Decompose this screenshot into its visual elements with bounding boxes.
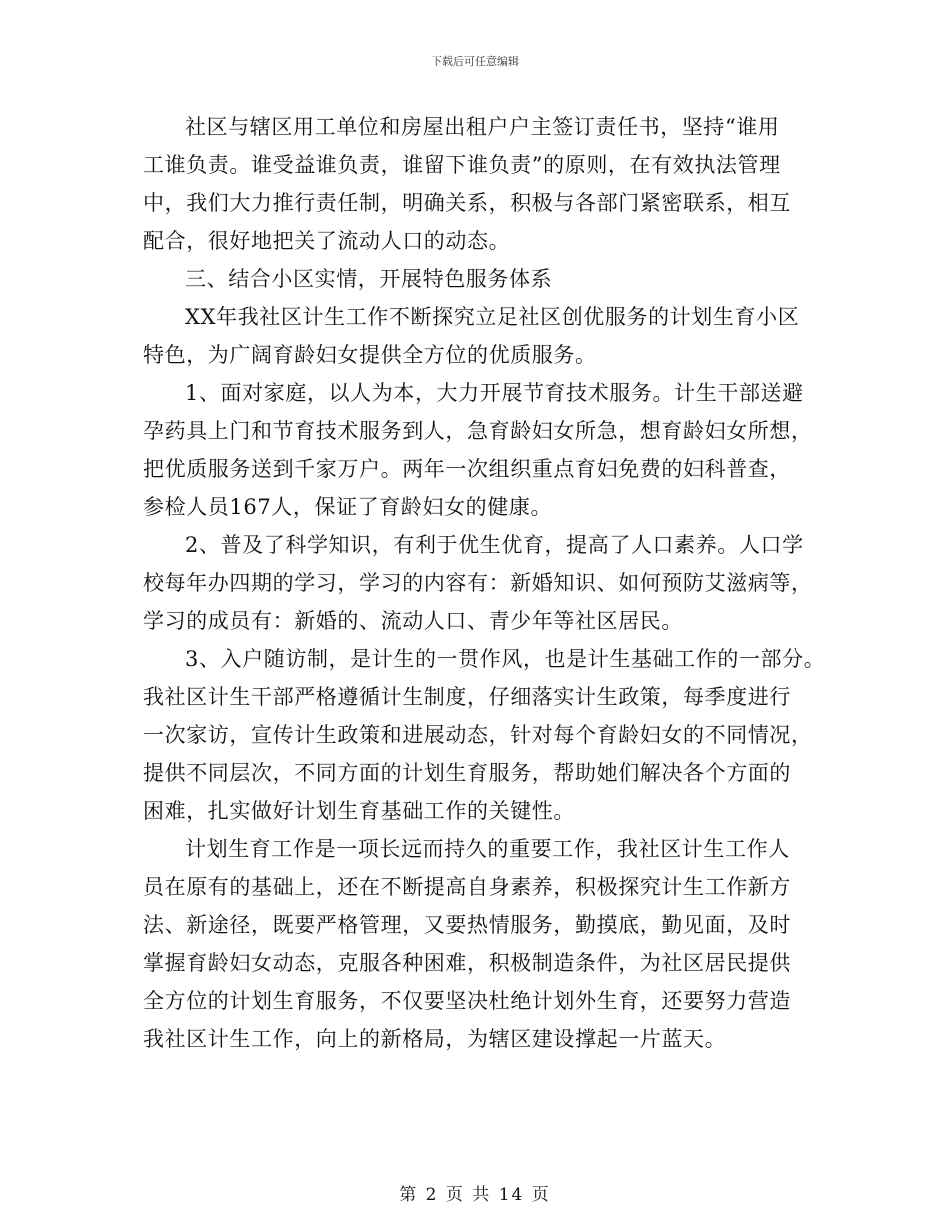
text-line: 困难，扎实做好计划生育基础工作的关键性。: [143, 799, 575, 823]
text-line: 把优质服务送到千家万户。两年一次组织重点育妇免费的妇科普查，: [143, 457, 791, 481]
text-line: 工谁负责。谁受益谁负责，谁留下谁负责”的原则，在有效执法管理: [143, 153, 781, 177]
text-line: 参检人员167人，保证了育龄妇女的健康。: [143, 495, 553, 519]
text-line: 掌握育龄妇女动态，克服各种困难，积极制造条件，为社区居民提供: [143, 951, 791, 975]
section-heading: 三、结合小区实情，开展特色服务体系: [185, 267, 553, 291]
text-line: 社区与辖区用工单位和房屋出租户户主签订责任书，坚持“谁用: [185, 115, 780, 139]
text-line: 1、面对家庭，以人为本，大力开展节育技术服务。计生干部送避: [185, 381, 804, 405]
page-number-footer: 第 2 页 共 14 页: [399, 1185, 551, 1205]
text-line: 3、入户随访制，是计生的一贯作风，也是计生基础工作的一部分。: [185, 647, 826, 671]
text-line: 我社区计生工作，向上的新格局，为辖区建设撑起一片蓝天。: [143, 1027, 727, 1051]
text-line: 一次家访，宣传计生政策和进展动态，针对每个育龄妇女的不同情况，: [143, 723, 813, 747]
text-line: 法、新途径，既要严格管理，又要热情服务，勤摸底，勤见面，及时: [143, 913, 791, 937]
text-line: 我社区计生干部严格遵循计生制度，仔细落实计生政策，每季度进行: [143, 685, 791, 709]
text-line: 2、普及了科学知识，有利于优生优育，提高了人口素养。人口学: [185, 533, 804, 557]
text-line: 学习的成员有：新婚的、流动人口、青少年等社区居民。: [143, 609, 683, 633]
text-line: 员在原有的基础上，还在不断提高自身素养，积极探究计生工作新方: [143, 875, 791, 899]
text-line: 提供不同层次，不同方面的计划生育服务，帮助她们解决各个方面的: [143, 761, 791, 785]
text-line: 全方位的计划生育服务，不仅要坚决杜绝计划外生育，还要努力营造: [143, 989, 791, 1013]
text-line: 校每年办四期的学习，学习的内容有：新婚知识、如何预防艾滋病等，: [143, 571, 813, 595]
text-line: 特色，为广阔育龄妇女提供全方位的优质服务。: [143, 343, 597, 367]
text-line: 计划生育工作是一项长远而持久的重要工作，我社区计生工作人: [185, 837, 790, 861]
text-line: 孕药具上门和节育技术服务到人，急育龄妇女所急，想育龄妇女所想，: [143, 419, 813, 443]
text-line: 配合，很好地把关了流动人口的动态。: [143, 229, 511, 253]
document-body: [143, 108, 826, 1058]
header-note: 下载后可任意编辑: [431, 55, 519, 68]
text-line: XX年我社区计生工作不断探究立足社区创优服务的计划生育小区: [185, 305, 800, 329]
text-line: 中，我们大力推行责任制，明确关系，积极与各部门紧密联系，相互: [143, 191, 791, 215]
